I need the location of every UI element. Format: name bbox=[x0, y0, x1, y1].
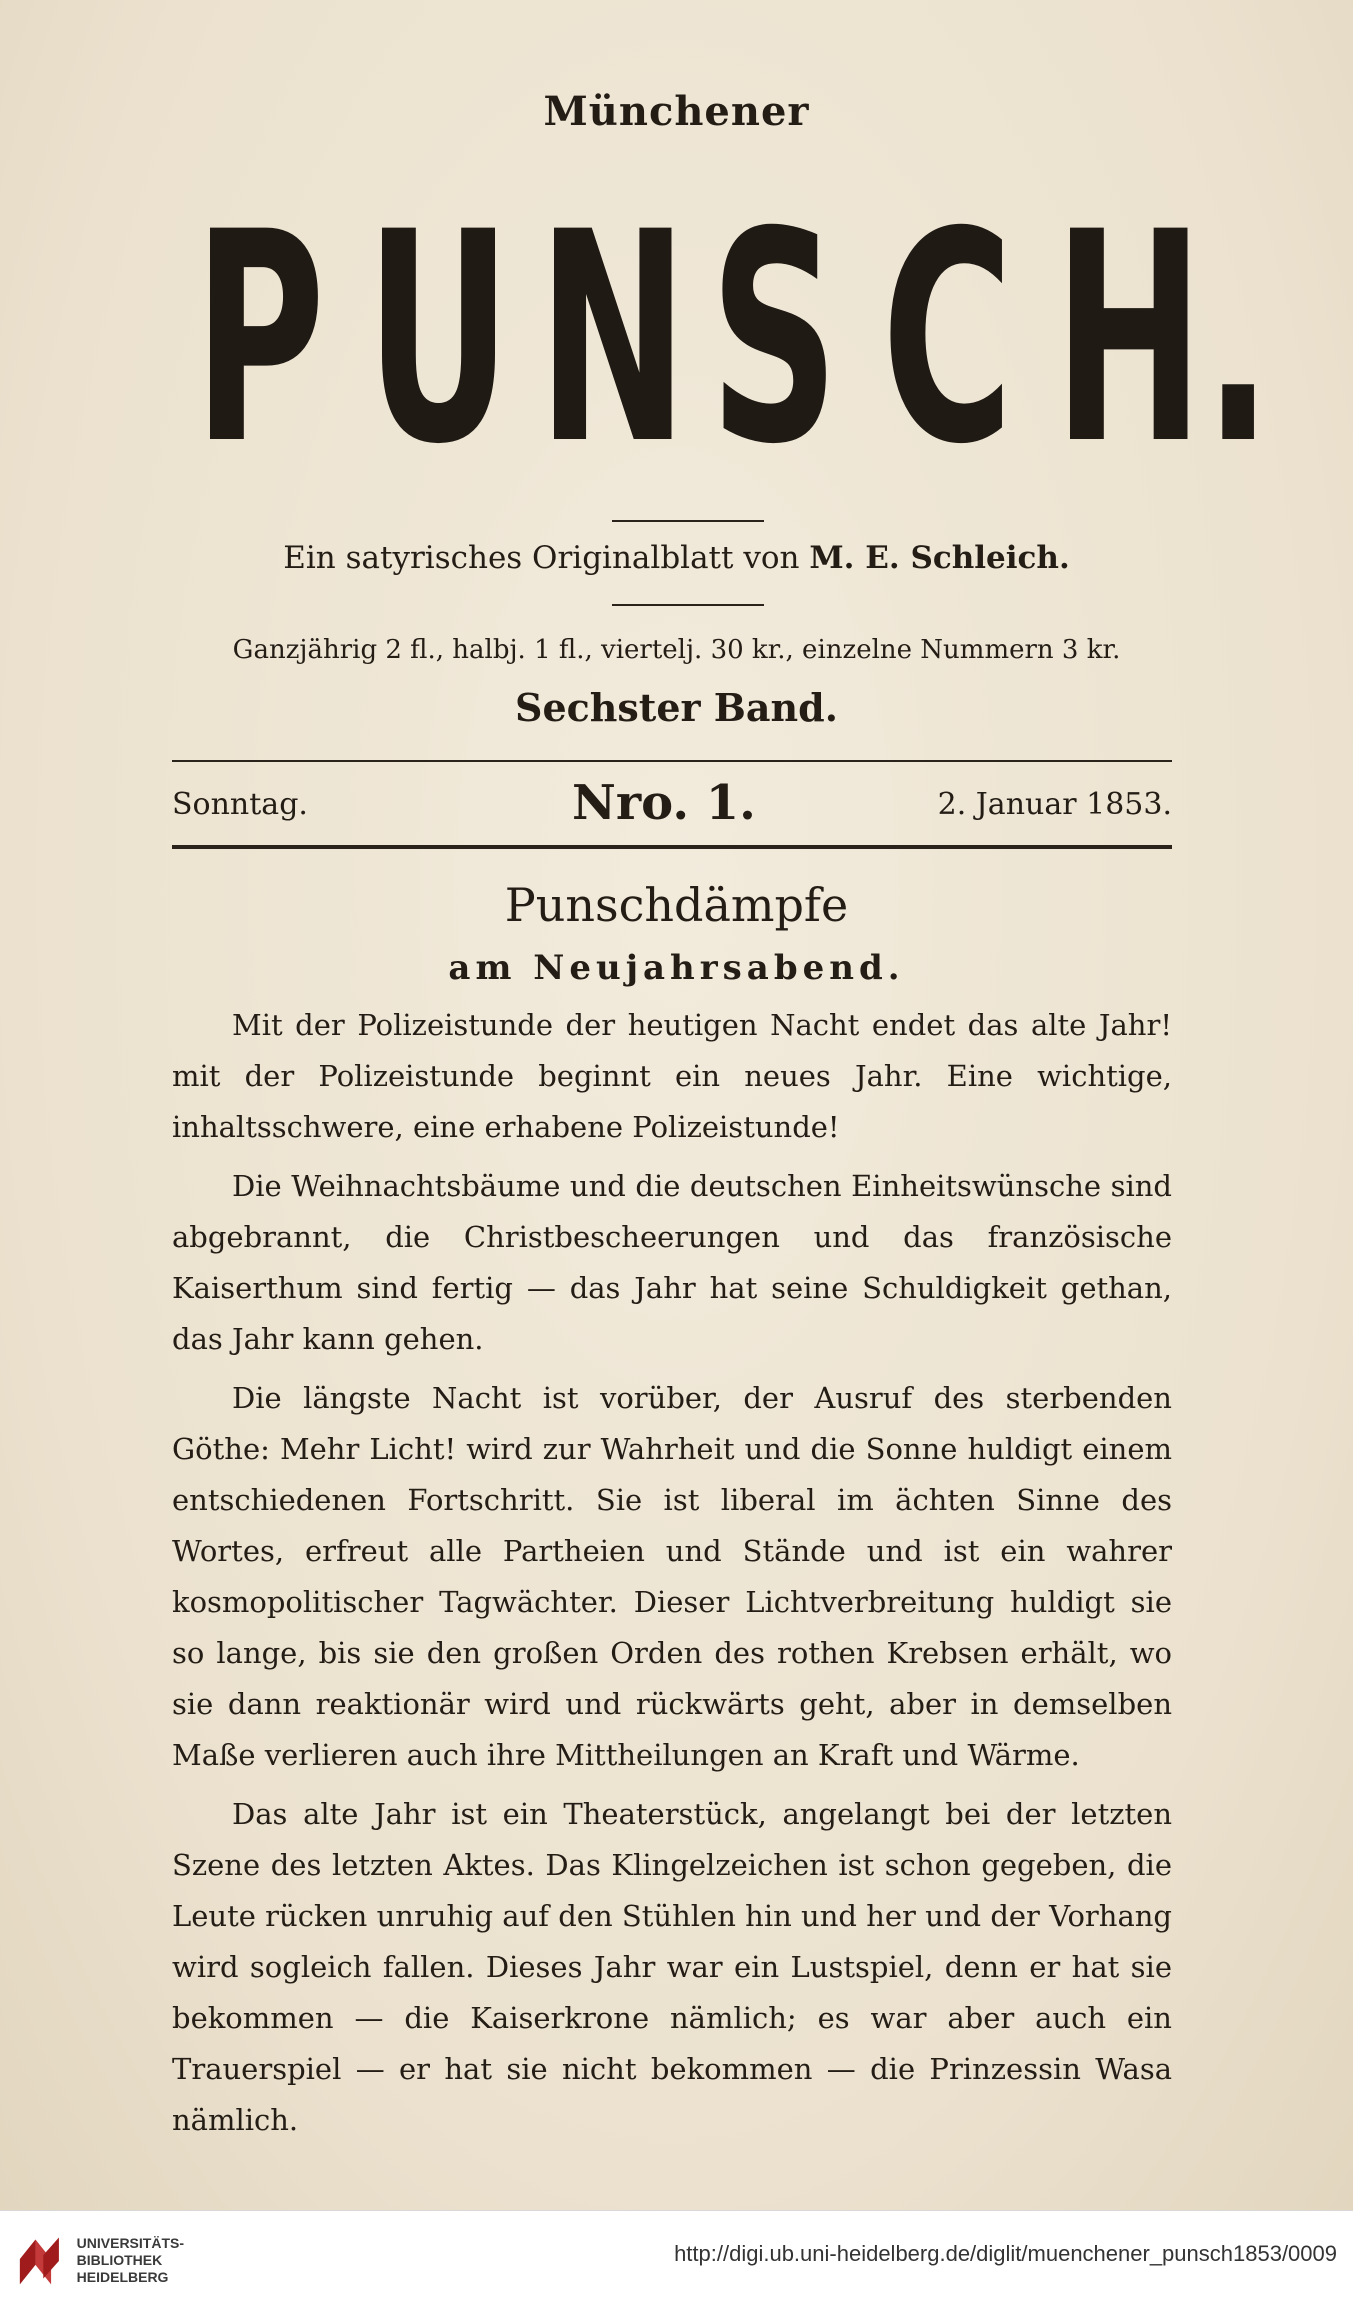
volume-label: Sechster Band. bbox=[515, 685, 838, 730]
article-subtitle: am Neujahrsabend. bbox=[448, 948, 905, 988]
divider bbox=[172, 845, 1172, 849]
masthead-title bbox=[165, 160, 1273, 508]
issue-date: 2. Januar 1853. bbox=[937, 787, 1172, 822]
paragraph: Mit der Polizeistunde der heutigen Nacht endet das alte Jahr! mit der Polizeistunde beginnt ein neues Jahr. Eine wichtige, inhaltsschwere, eine erhabene Polizeistunde! bbox=[172, 1008, 1172, 1144]
library-logo[interactable] bbox=[14, 2225, 184, 2295]
paragraph: Die Weihnachtsbäume und die deutschen Einheitswünsche sind abgebrannt, die Christbescheerungen und das französische Kaiserthum sind fertig — das Jahr hat seine Schuldigkeit gethan, das Jahr kann gehen. bbox=[172, 1169, 1172, 1356]
viewer-footer bbox=[0, 2210, 1353, 2305]
divider bbox=[612, 604, 764, 606]
library-name-line: HEIDELBERG bbox=[76, 2268, 169, 2285]
divider bbox=[612, 520, 764, 522]
library-logo-icon bbox=[14, 2229, 69, 2291]
masthead-supertitle: Münchener bbox=[543, 88, 810, 135]
issue-dateline bbox=[172, 775, 1172, 835]
article-title: Punschdämpfe bbox=[504, 878, 849, 932]
library-name-line: BIBLIOTHEK bbox=[76, 2251, 163, 2268]
title-letter: U bbox=[365, 171, 512, 508]
article-body bbox=[172, 1000, 1172, 2154]
library-name-line: UNIVERSITÄTS- bbox=[76, 2234, 184, 2251]
subtitle-prefix: Ein satyrisches Originalblatt von bbox=[283, 540, 800, 576]
library-name bbox=[77, 2235, 184, 2286]
divider bbox=[172, 760, 1172, 762]
title-letter: S bbox=[709, 171, 840, 508]
issue-day: Sonntag. bbox=[172, 787, 308, 822]
paragraph: Das alte Jahr ist ein Theaterstück, angelangt bei der letzten Szene des letzten Aktes. Das Klingelzeichen ist schon gegeben, die Leute rücken unruhig auf den Stühlen hin und her und der Vorhang wird sogleich fallen. Dieses Jahr war ein Lustspiel, denn er hat sie bekommen — die Kaiserkrone nämlich; es war aber auch ein Trauerspiel — er hat sie nicht bekommen — die Prinzessin Wasa nämlich. bbox=[172, 1797, 1172, 2137]
subtitle-author: M. E. Schleich. bbox=[809, 540, 1070, 576]
title-letter: P bbox=[193, 171, 326, 508]
source-url-link[interactable]: http://digi.ub.uni-heidelberg.de/diglit/muenchener_punsch1853/0009 bbox=[674, 2241, 1337, 2266]
subscription-prices: Ganzjährig 2 fl., halbj. 1 fl., viertelj. 30 kr., einzelne Nummern 3 kr. bbox=[232, 635, 1121, 665]
title-letter: N bbox=[537, 171, 688, 508]
issue-number: Nro. 1. bbox=[572, 775, 756, 831]
paragraph: Die längste Nacht ist vorüber, der Ausruf des sterbenden Göthe: Mehr Licht! wird zur Wahrheit und die Sonne huldigt einem entschiedenen Fortschritt. Sie ist liberal im ächten Sinne des Wortes, erfreut alle Partheien und Stände und ist ein wahrer kosmopolitischer Tagwächter. Dieser Lichtverbreitung huldigt sie so lange, bis sie den großen Orden des rothen Krebsen erhält, wo sie dann reaktionär wird und rückwärts geht, aber in demselben Maße verlieren auch ihre Mittheilungen an Kraft und Wärme. bbox=[172, 1381, 1172, 1772]
masthead-subtitle bbox=[0, 540, 1353, 576]
title-letter: H. bbox=[1053, 171, 1273, 508]
title-letter: C bbox=[881, 171, 1014, 508]
